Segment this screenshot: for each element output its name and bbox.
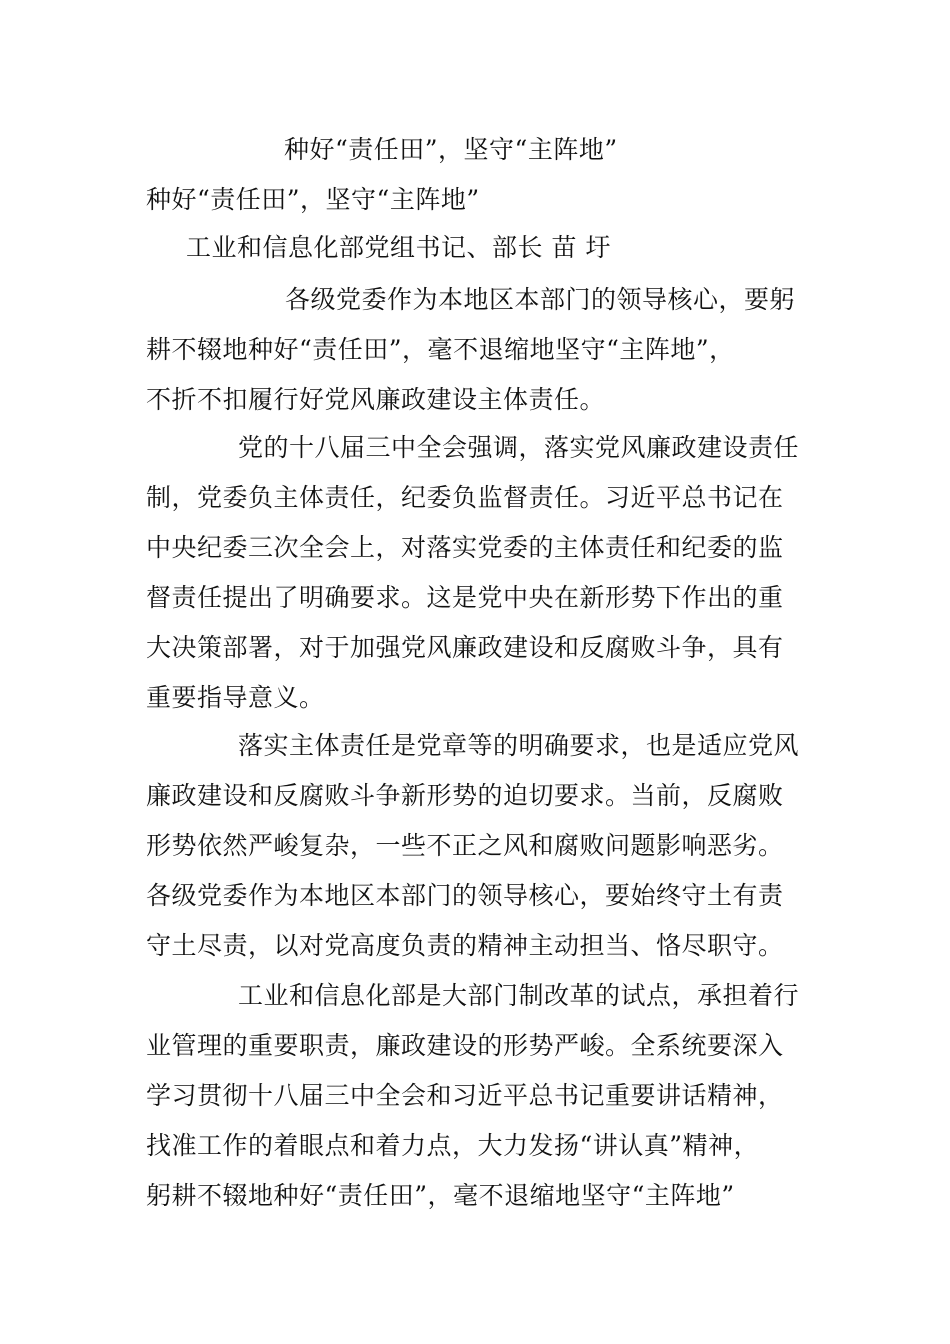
paragraph-2-line-2: 制，党委负主体责任，纪委负监督责任。习近平总书记在 xyxy=(146,483,784,512)
document-subtitle: 种好“责任田”，坚守“主阵地” xyxy=(146,185,480,214)
paragraph-3-line-1: 落实主体责任是党章等的明确要求，也是适应党风 xyxy=(238,731,800,760)
paragraph-4-line-4: 找准工作的着眼点和着力点，大力发扬“讲认真”精神， xyxy=(146,1131,760,1160)
author-line: 工业和信息化部党组书记、部长 苗 圩 xyxy=(186,233,611,262)
paragraph-2-line-6: 重要指导意义。 xyxy=(146,683,325,712)
paragraph-3-line-5: 守土尽责，以对党高度负责的精神主动担当、恪尽职守。 xyxy=(146,931,784,960)
paragraph-4-line-3: 学习贯彻十八届三中全会和习近平总书记重要讲话精神， xyxy=(146,1081,784,1110)
paragraph-3-line-4: 各级党委作为本地区本部门的领导核心，要始终守土有责 xyxy=(146,881,784,910)
paragraph-2-line-1: 党的十八届三中全会强调，落实党风廉政建设责任 xyxy=(238,433,800,462)
paragraph-4-line-1: 工业和信息化部是大部门制改革的试点，承担着行 xyxy=(238,981,800,1010)
document-title: 种好“责任田”，坚守“主阵地” xyxy=(284,135,618,164)
paragraph-2-line-3: 中央纪委三次全会上，对落实党委的主体责任和纪委的监 xyxy=(146,533,784,562)
paragraph-3-line-3: 形势依然严峻复杂，一些不正之风和腐败问题影响恶劣。 xyxy=(146,831,784,860)
paragraph-2-line-4: 督责任提出了明确要求。这是党中央在新形势下作出的重 xyxy=(146,583,784,612)
paragraph-2-line-5: 大决策部署，对于加强党风廉政建设和反腐败斗争，具有 xyxy=(146,633,784,662)
paragraph-4-line-5: 躬耕不辍地种好“责任田”，毫不退缩地坚守“主阵地” xyxy=(146,1181,735,1210)
paragraph-1-line-1: 各级党委作为本地区本部门的领导核心，要躬 xyxy=(285,285,796,314)
paragraph-1-line-2: 耕不辍地种好“责任田”，毫不退缩地坚守“主阵地”， xyxy=(146,335,735,364)
paragraph-1-line-3: 不折不扣履行好党风廉政建设主体责任。 xyxy=(146,385,606,414)
paragraph-4-line-2: 业管理的重要职责，廉政建设的形势严峻。全系统要深入 xyxy=(146,1031,784,1060)
paragraph-3-line-2: 廉政建设和反腐败斗争新形势的迫切要求。当前，反腐败 xyxy=(146,781,784,810)
